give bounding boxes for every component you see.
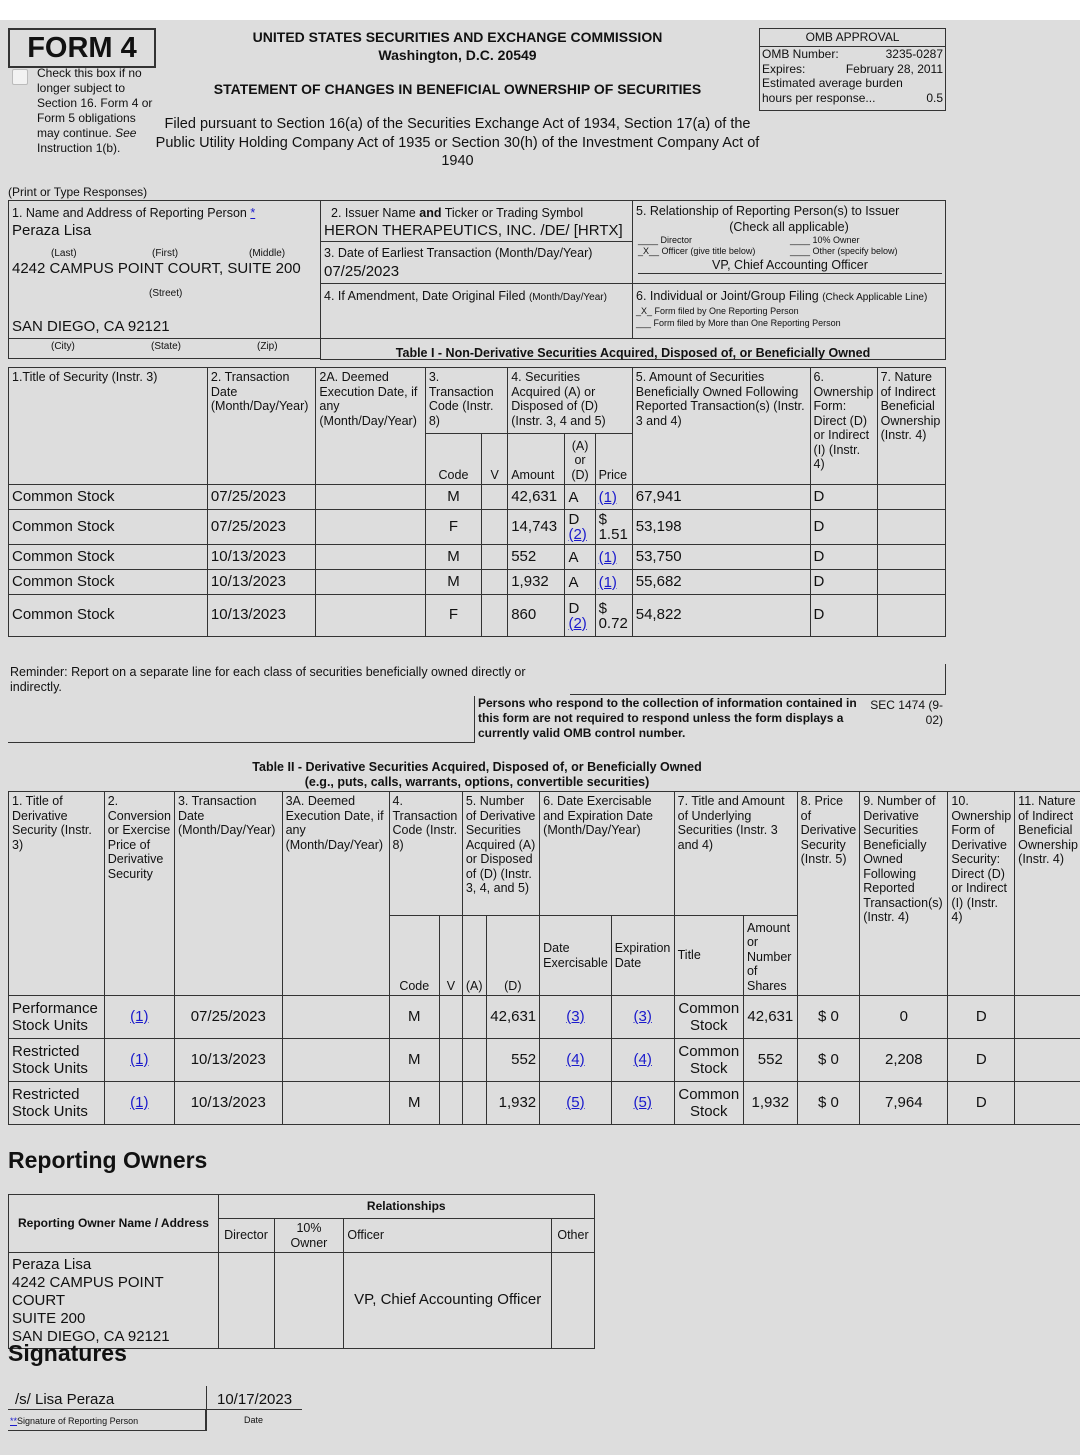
derivative-price: $ 0: [797, 996, 860, 1039]
more-persons-option[interactable]: ___ Form filed by More than One Reporting Person: [636, 318, 841, 328]
officer-option[interactable]: _X__ Officer (give title below): [638, 246, 756, 256]
city-label: (City): [51, 341, 75, 352]
omb-number: 3235-0287: [885, 47, 943, 61]
amount-owned: 54,822: [632, 595, 810, 637]
ten-pct-owner-option[interactable]: ____ 10% Owner: [790, 235, 860, 245]
last-label: (Last): [51, 248, 77, 259]
v-flag: [482, 570, 508, 595]
t2-h-number: 5. Number of Derivative Securities Acquired (A) or Disposed of (D) (Instr. 3, 4, and 5): [462, 792, 539, 916]
conversion-price: [104, 996, 174, 1039]
ownership-form: D: [948, 996, 1015, 1039]
price-footnote-link[interactable]: (1): [598, 548, 617, 566]
relationships-header: Relationships: [218, 1195, 594, 1219]
t2-h-v: V: [440, 916, 463, 996]
t1-h-aord: (A) or (D): [565, 434, 595, 485]
acquired-disposed: [565, 570, 595, 595]
owner-row: [9, 1253, 595, 1349]
transaction-date: 07/25/2023: [174, 996, 282, 1039]
transaction-code: F: [425, 510, 481, 545]
sig-rule-left: [8, 742, 474, 743]
security-title: Common Stock: [9, 570, 208, 595]
v-flag: [440, 1039, 463, 1082]
form-title: FORM 4: [27, 32, 137, 64]
security-title: Common Stock: [9, 595, 208, 637]
t2-h-date-ex: Date Exercisable: [540, 916, 612, 996]
underlying-amount: 1,932: [743, 1082, 797, 1125]
security-title: Common Stock: [9, 545, 208, 570]
derivative-price: $ 0: [797, 1039, 860, 1082]
price-value: $ 0.72: [598, 599, 628, 632]
t2-h-deemed: 3A. Deemed Execution Date, if any (Month/Day/Year): [282, 792, 389, 996]
other-option[interactable]: ____ Other (specify below): [790, 246, 898, 256]
t2-h-utitle: Title: [674, 916, 743, 996]
table-row: [9, 570, 946, 595]
ownership-form: D: [948, 1082, 1015, 1125]
transaction-date: 07/25/2023: [207, 485, 315, 510]
underlying-amount: 42,631: [743, 996, 797, 1039]
earliest-date: 07/25/2023: [324, 263, 400, 280]
security-title: Common Stock: [9, 510, 208, 545]
t2-h-shares: Amount or Number of Shares: [743, 916, 797, 996]
t2-h-a: (A): [462, 916, 486, 996]
t1-h-v: V: [482, 434, 508, 485]
street-label: (Street): [149, 288, 183, 299]
box5-check-all: (Check all applicable): [729, 220, 849, 234]
owner-name-address: Peraza Lisa 4242 CAMPUS POINT COURT SUITE 200 SAN DIEGO, CA 92121: [9, 1253, 219, 1349]
t1-h-deemed: 2A. Deemed Execution Date, if any (Month/Day/Year): [316, 368, 425, 485]
zip-label: (Zip): [257, 341, 278, 352]
underlying-title: Common Stock: [674, 1039, 743, 1082]
omb-expires-row: Expires: February 28, 2011: [762, 61, 943, 76]
security-title: Common Stock: [9, 485, 208, 510]
one-person-option[interactable]: _X_ Form filed by One Reporting Person: [636, 306, 799, 316]
owner-name-header: Reporting Owner Name / Address: [9, 1195, 219, 1253]
t2-h-exp: Expiration Date: [611, 916, 674, 996]
exercisable-footnote-link[interactable]: (4): [566, 1050, 585, 1068]
box2-issuer: [320, 200, 633, 242]
issuer-name: HERON THERAPEUTICS, INC. /DE/ [HRTX]: [324, 222, 623, 239]
transaction-code: F: [425, 595, 481, 637]
deemed-date: [282, 1082, 389, 1125]
t1-h-form: 6. Ownership Form: Direct (D) or Indirect (I) (Instr. 4): [810, 368, 877, 485]
street-value: 4242 CAMPUS POINT COURT, SUITE 200: [12, 260, 301, 277]
transaction-code: M: [389, 1039, 440, 1082]
t1-h-code-sub: Code: [425, 434, 481, 485]
signature-value: /s/ Lisa Peraza: [15, 1391, 115, 1408]
t2-h-form: 10. Ownership Form of Derivative Security: Direct (D) or Indirect (I) (Instr. 4): [948, 792, 1015, 996]
t2-h-owned: 9. Number of Derivative Securities Beneficially Owned Following Reported Transaction(s) (Instr. 4): [860, 792, 948, 996]
acquired-disposed-code: D: [568, 511, 580, 528]
t2-h-date: 3. Transaction Date (Month/Day/Year): [174, 792, 282, 996]
disposed-d: 552: [486, 1039, 540, 1082]
print-or-type: (Print or Type Responses): [8, 185, 148, 199]
price-value: $ 1.51: [598, 511, 628, 543]
agency-name: UNITED STATES SECURITIES AND EXCHANGE COMMISSION: [252, 29, 663, 45]
expiration-footnote-link[interactable]: (5): [633, 1093, 652, 1111]
nature-indirect: [877, 485, 945, 510]
transaction-date: 10/13/2023: [207, 545, 315, 570]
t1-h-date: 2. Transaction Date (Month/Day/Year): [207, 368, 315, 485]
reminder-text: Reminder: Report on a separate line for each class of securities beneficially owned directly or indirectly.: [10, 665, 526, 694]
owner-ten-pct-cell: [274, 1253, 344, 1349]
reporting-owners-heading: Reporting Owners: [8, 1147, 208, 1173]
nature-indirect: [877, 570, 945, 595]
nature-indirect: [877, 595, 945, 637]
price-footnote-link[interactable]: (1): [598, 488, 617, 506]
t1-h-amt: Amount: [508, 434, 565, 485]
transaction-code: M: [425, 545, 481, 570]
t1-h-nature: 7. Nature of Indirect Beneficial Ownership (Instr. 4): [877, 368, 945, 485]
transaction-date: 10/13/2023: [174, 1082, 282, 1125]
omb-expires: February 28, 2011: [845, 61, 943, 76]
signature-footnote-link[interactable]: **: [10, 1416, 18, 1426]
t2-h-title: 1. Title of Derivative Security (Instr. 3): [9, 792, 105, 996]
acquired-disposed-footnote-link[interactable]: (2): [568, 526, 587, 543]
derivatives-owned: 2,208: [860, 1039, 948, 1082]
deemed-date: [316, 485, 425, 510]
conversion-footnote-link[interactable]: (1): [130, 1093, 149, 1111]
sec-code: SEC 1474 (9-02): [870, 698, 943, 727]
transaction-code: M: [389, 1082, 440, 1125]
amount-owned: 53,750: [632, 545, 810, 570]
ownership-form: D: [948, 1039, 1015, 1082]
table-row: [9, 595, 946, 637]
state-label: (State): [151, 341, 182, 352]
box6-label: 6. Individual or Joint/Group Filing (Check Applicable Line): [636, 289, 928, 303]
nature-indirect: [877, 510, 945, 545]
omb-approval-box: [759, 28, 946, 111]
underlying-title: Common Stock: [674, 1082, 743, 1125]
form4-page: [0, 20, 1080, 1455]
disposed-d: 42,631: [486, 996, 540, 1039]
notice-box: [474, 696, 864, 743]
v-flag: [482, 510, 508, 545]
v-flag: [482, 595, 508, 637]
expiration-footnote-link[interactable]: (4): [633, 1050, 652, 1068]
table-row: [9, 1039, 1080, 1082]
deemed-date: [316, 570, 425, 595]
owner-director-cell: [218, 1253, 274, 1349]
nature-indirect: [877, 545, 945, 570]
securities-amount: 14,743: [508, 510, 565, 545]
t1-h-amount: 5. Amount of Securities Beneficially Owned Following Reported Transaction(s) (Instr. 3 and 4): [632, 368, 810, 485]
t2-h-price: 8. Price of Derivative Security (Instr. 5): [797, 792, 860, 996]
transaction-code: M: [425, 485, 481, 510]
table-row: [9, 485, 946, 510]
box4-label: 4. If Amendment, Date Original Filed (Month/Day/Year): [324, 289, 607, 303]
ownership-form: D: [810, 510, 877, 545]
box5-relationship: [632, 200, 946, 284]
table-row: [9, 996, 1080, 1039]
transaction-code: M: [425, 570, 481, 595]
transaction-date: 10/13/2023: [207, 570, 315, 595]
owner-officer-value: VP, Chief Accounting Officer: [344, 1253, 552, 1349]
omb-number-row: OMB Number: 3235-0287: [762, 47, 943, 61]
date-rule: [206, 1409, 302, 1410]
t2-h-code-sub: Code: [389, 916, 440, 996]
filed-pursuant-text: Filed pursuant to Section 16(a) of the Securities Exchange Act of 1934, Section 17(a) of the Public Utility Holding Company Act of 1935 or Section 30(h) of the Investment Company Act of 1940: [155, 116, 760, 169]
t1-h-title: 1.Title of Security (Instr. 3): [9, 368, 208, 485]
conversion-footnote-link[interactable]: (1): [130, 1050, 149, 1068]
transaction-date: 10/13/2023: [174, 1039, 282, 1082]
box1-city-labels: [8, 338, 321, 359]
t2-h-exercisable: 6. Date Exercisable and Expiration Date (Month/Day/Year): [540, 792, 674, 916]
owner-other-cell: [551, 1253, 594, 1349]
underlying-title: Common Stock: [674, 996, 743, 1039]
price-footnote-link[interactable]: (1): [598, 573, 617, 591]
box1-label: 1. Name and Address of Reporting Person *: [12, 206, 256, 220]
disposed-d: 1,932: [486, 1082, 540, 1125]
expiration-footnote-link[interactable]: (3): [633, 1007, 652, 1025]
price: [595, 485, 632, 510]
table1-title: Table I - Non-Derivative Securities Acquired, Disposed of, or Beneficially Owned: [320, 338, 946, 360]
city-value: SAN DIEGO, CA 92121: [12, 318, 170, 335]
nature-indirect: [1015, 1039, 1080, 1082]
omb-heading: OMB APPROVAL: [760, 29, 945, 47]
ownership-form: D: [810, 545, 877, 570]
transaction-date: 07/25/2023: [207, 510, 315, 545]
acquired-disposed: [565, 545, 595, 570]
no-longer-subject-checkbox[interactable]: [12, 69, 28, 85]
transaction-code: M: [389, 996, 440, 1039]
t1-h-securities: 4. Securities Acquired (A) or Disposed of (D) (Instr. 3, 4 and 5): [508, 368, 633, 434]
conversion-price: [104, 1039, 174, 1082]
securities-amount: 860: [508, 595, 565, 637]
signatures-heading: Signatures: [8, 1340, 127, 1366]
reporting-person-name: Peraza Lisa: [12, 222, 92, 239]
omb-hours-row: hours per response... 0.5: [762, 90, 943, 105]
reporting-owners-table: [8, 1194, 595, 1349]
derivatives-owned: 7,964: [860, 1082, 948, 1125]
nature-indirect: [1015, 996, 1080, 1039]
derivative-title: Restricted Stock Units: [9, 1039, 105, 1082]
ownership-form: D: [810, 485, 877, 510]
acquired-disposed-footnote-link[interactable]: (2): [568, 614, 587, 632]
derivative-title: Performance Stock Units: [9, 996, 105, 1039]
omb-burden: Estimated average burden: [762, 76, 903, 90]
acquired-disposed-code: A: [568, 573, 579, 591]
table-row: [9, 545, 946, 570]
securities-amount: 552: [508, 545, 565, 570]
table2-title: Table II - Derivative Securities Acquired, Disposed of, or Beneficially Owned: [252, 760, 702, 774]
date-label: Date: [244, 1415, 264, 1425]
officer-title: VP, Chief Accounting Officer: [638, 258, 942, 274]
owner-director-header: Director: [218, 1219, 274, 1253]
agency-location: Washington, D.C. 20549: [378, 47, 537, 63]
form-title-box: [8, 28, 156, 68]
box5-label: 5. Relationship of Reporting Person(s) to Issuer: [636, 204, 900, 218]
v-flag: [482, 485, 508, 510]
box1-name-address: [8, 200, 321, 339]
transaction-date: 10/13/2023: [207, 595, 315, 637]
owner-other-header: Other: [551, 1219, 594, 1253]
securities-amount: 1,932: [508, 570, 565, 595]
deemed-date: [282, 1039, 389, 1082]
deemed-date: [316, 595, 425, 637]
securities-amount: 42,631: [508, 485, 565, 510]
acquired-disposed: [565, 485, 595, 510]
acquired-disposed: [565, 595, 595, 637]
price: [595, 595, 632, 637]
price: [595, 570, 632, 595]
acquired-disposed-code: A: [568, 548, 579, 566]
table1-non-derivative: [8, 367, 946, 637]
derivatives-owned: 0: [860, 996, 948, 1039]
t1-h-price: Price: [595, 434, 632, 485]
amount-owned: 53,198: [632, 510, 810, 545]
acquired-a: [462, 1082, 486, 1125]
acquired-a: [462, 1039, 486, 1082]
signature-label: **Signature of Reporting Person: [10, 1416, 139, 1426]
box4-amendment: [320, 283, 633, 339]
owner-ten-pct-header: 10% Owner: [274, 1219, 344, 1253]
acquired-disposed-code: A: [568, 488, 579, 506]
persons-notice: Persons who respond to the collection of information contained in this form are not required to respond unless the form displays a currently valid OMB control number.: [478, 696, 857, 740]
expiration-date: [611, 1082, 674, 1125]
table-row: [9, 1082, 1080, 1125]
date-exercisable: [540, 1082, 612, 1125]
v-flag: [440, 1082, 463, 1125]
acquired-disposed-code: D: [568, 599, 580, 617]
owner-officer-header: Officer: [344, 1219, 552, 1253]
nature-indirect: [1015, 1082, 1080, 1125]
director-option[interactable]: ____ Director: [638, 235, 693, 245]
t1-h-code: 3. Transaction Code (Instr. 8): [425, 368, 507, 434]
deemed-date: [316, 510, 425, 545]
first-label: (First): [152, 248, 179, 259]
box3-label: 3. Date of Earliest Transaction (Month/Day/Year): [324, 246, 593, 260]
ownership-form: D: [810, 570, 877, 595]
expiration-date: [611, 1039, 674, 1082]
checkbox-label: Check this box if no longer subject to Section 16. Form 4 or Form 5 obligations may continue. See Instruction 1(b).: [37, 66, 153, 155]
table-row: [9, 510, 946, 545]
t2-h-conv: 2. Conversion or Exercise Price of Derivative Security: [104, 792, 174, 996]
ownership-form: D: [810, 595, 877, 637]
exercisable-footnote-link[interactable]: (5): [566, 1093, 585, 1111]
acquired-a: [462, 996, 486, 1039]
conversion-footnote-link[interactable]: (1): [130, 1007, 149, 1025]
t2-h-nature: 11. Nature of Indirect Beneficial Ownership (Instr. 4): [1015, 792, 1080, 996]
date-exercisable: [540, 996, 612, 1039]
table2-subtitle: (e.g., puts, calls, warrants, options, convertible securities): [304, 775, 650, 789]
conversion-price: [104, 1082, 174, 1125]
deemed-date: [316, 545, 425, 570]
acquired-disposed: [565, 510, 595, 545]
amount-owned: 55,682: [632, 570, 810, 595]
price: [595, 545, 632, 570]
date-exercisable: [540, 1039, 612, 1082]
signature-date: 10/17/2023: [217, 1391, 293, 1408]
box2-label: 2. Issuer Name and Ticker or Trading Symbol: [331, 206, 584, 220]
middle-label: (Middle): [249, 248, 286, 259]
derivative-title: Restricted Stock Units: [9, 1082, 105, 1125]
statement-title: STATEMENT OF CHANGES IN BENEFICIAL OWNERSHIP OF SECURITIES: [213, 81, 702, 97]
box3-earliest-date: [320, 241, 633, 284]
box6-filing: [632, 283, 946, 339]
omb-hours: 0.5: [926, 90, 943, 105]
v-flag: [482, 545, 508, 570]
box1-footnote-link[interactable]: *: [250, 206, 256, 220]
table2-derivative: [8, 791, 1080, 1125]
expiration-date: [611, 996, 674, 1039]
underlying-amount: 552: [743, 1039, 797, 1082]
t2-h-underlying: 7. Title and Amount of Underlying Securities (Instr. 3 and 4): [674, 792, 797, 916]
t2-h-code: 4. Transaction Code (Instr. 8): [389, 792, 462, 916]
deemed-date: [282, 996, 389, 1039]
t2-h-d: (D): [486, 916, 540, 996]
reminder-rule: [570, 664, 946, 695]
price: [595, 510, 632, 545]
derivative-price: $ 0: [797, 1082, 860, 1125]
amount-owned: 67,941: [632, 485, 810, 510]
v-flag: [440, 996, 463, 1039]
exercisable-footnote-link[interactable]: (3): [566, 1007, 585, 1025]
